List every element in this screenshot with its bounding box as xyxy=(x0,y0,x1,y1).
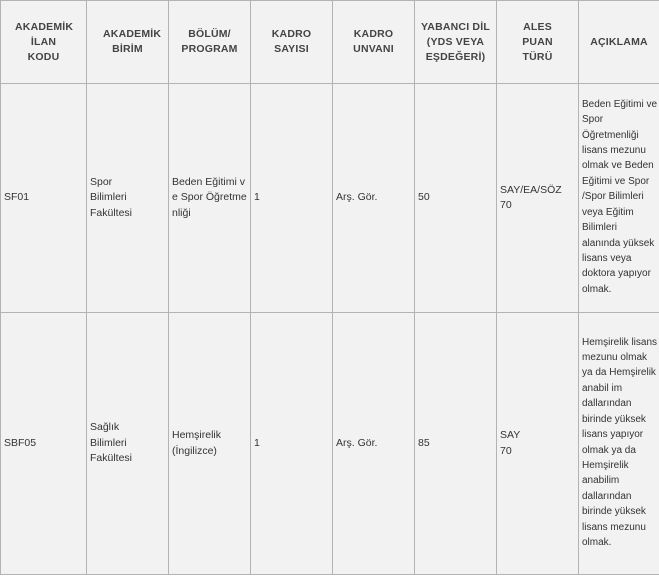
header-ales-puan xyxy=(497,1,579,84)
table-row xyxy=(1,84,659,313)
header-label: YABANCI DİL (YDS VEYA EŞDEĞERİ) xyxy=(421,20,490,63)
cell-text: 1 xyxy=(254,436,260,449)
header-kadro-sayisi xyxy=(251,1,333,84)
header-bolum-program xyxy=(169,1,251,84)
header-row xyxy=(1,1,659,84)
cell-description xyxy=(579,313,659,575)
cell-text: SAY/EA/SÖZ 70 xyxy=(500,183,562,211)
cell-text: Sağlık Bilimleri Fakültesi xyxy=(90,421,133,465)
cell-text: Beden Eğitimi ve Spor Öğretmenliği xyxy=(172,175,247,219)
cell-title xyxy=(333,313,415,575)
cell-ales xyxy=(497,84,579,313)
cell-text: 50 xyxy=(418,191,430,204)
cell-language xyxy=(415,313,497,575)
cell-text: SBF05 xyxy=(4,436,37,449)
cell-code xyxy=(1,84,87,313)
header-akademik-birim xyxy=(87,1,169,84)
header-yabanci-dil xyxy=(415,1,497,84)
cell-unit xyxy=(87,313,169,575)
cell-count xyxy=(251,313,333,575)
header-label: AKADEMİK BİRİM xyxy=(103,28,162,55)
header-label: AKADEMİK İLAN KODU xyxy=(15,20,74,63)
cell-text: Spor Bilimleri Fakültesi xyxy=(90,175,133,219)
header-label: BÖLÜM/ PROGRAM xyxy=(181,28,238,55)
cell-text: SAY 70 xyxy=(500,429,521,457)
cell-text: Hemşirelik (İngilizce) xyxy=(172,429,222,457)
header-label: KADRO SAYISI xyxy=(271,28,312,55)
cell-text: Beden Eğitimi ve Spor Öğretmenliği lisans mezunu olmak ve Beden Eğitimi ve Spor /Spor Bilimleri veya Eğitim Bilimleri alanında yüksek lisans veya doktora yapıyor olmak. xyxy=(582,98,658,295)
cell-text: 85 xyxy=(418,436,430,449)
header-aciklama xyxy=(579,1,659,84)
cell-code xyxy=(1,313,87,575)
cell-count xyxy=(251,84,333,313)
header-ilan-kodu xyxy=(1,1,87,84)
cell-text: Hemşirelik lisans mezunu olmak ya da Hemşirelik anabil im dallarından birinde yüksek lisans yapıyor olmak ya da Hemşirelik anabilim dallarından birinde yüksek lisans mezunu olmak. xyxy=(582,336,658,548)
header-label: KADRO UNVANI xyxy=(353,28,394,55)
cell-text: Arş. Gör. xyxy=(336,191,378,204)
cell-program xyxy=(169,84,251,313)
cell-text: Arş. Gör. xyxy=(336,436,378,449)
cell-language xyxy=(415,84,497,313)
header-kadro-unvani xyxy=(333,1,415,84)
cell-program xyxy=(169,313,251,575)
table-row xyxy=(1,313,659,575)
cell-text: 1 xyxy=(254,191,260,204)
header-label: AÇIKLAMA xyxy=(590,35,648,48)
cell-unit xyxy=(87,84,169,313)
cell-description xyxy=(579,84,659,313)
cell-ales xyxy=(497,313,579,575)
header-label: ALES PUAN TÜRÜ xyxy=(522,20,553,63)
cell-text: SF01 xyxy=(4,191,30,204)
cell-title xyxy=(333,84,415,313)
